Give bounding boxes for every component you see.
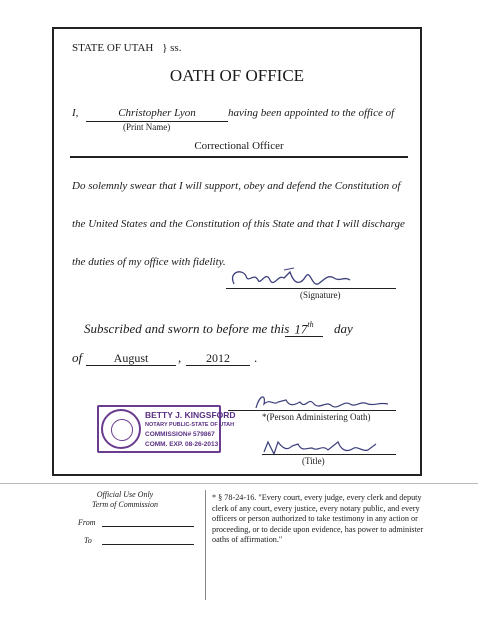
sworn-text: Subscribed and sworn to before me this — [84, 321, 290, 336]
oath-line-3: the duties of my office with fidelity. — [72, 256, 226, 268]
office-value: Correctional Officer — [194, 140, 284, 152]
administering-line — [228, 410, 396, 411]
official-use-label: Official Use Only — [96, 490, 154, 499]
to-field[interactable] — [102, 544, 194, 545]
footer-vertical-divider — [205, 490, 206, 600]
appointee-name: Christopher Lyon — [118, 107, 196, 119]
from-field[interactable] — [102, 526, 194, 527]
comma: , — [178, 350, 182, 365]
month-field — [86, 349, 176, 366]
stamp-name: BETTY J. KINGSFORD — [145, 410, 236, 420]
of-word: of — [72, 350, 83, 365]
administering-label: *(Person Administering Oath) — [262, 412, 371, 422]
stamp-line-2: NOTARY PUBLIC-STATE OF UTAH — [145, 422, 235, 428]
title-line — [262, 454, 396, 455]
print-name-label: (Print Name) — [123, 122, 171, 132]
state-label — [72, 42, 181, 54]
day-value: 17 — [294, 321, 308, 337]
day-word: day — [334, 321, 353, 336]
term-label: Term of Commission — [92, 500, 158, 509]
notary-seal-icon — [101, 409, 141, 449]
day-field — [285, 320, 323, 337]
appointed-text: having been appointed to the office of — [228, 107, 395, 119]
stamp-line-3: COMMISSION# 579867 — [145, 431, 215, 438]
office-field — [70, 138, 408, 158]
title-label: (Title) — [302, 456, 325, 466]
day-suffix: th — [307, 320, 314, 329]
period: . — [254, 350, 258, 365]
statute-note: * § 78-24-16. "Every court, every judge, every clerk and deputy clerk of any court, every justice, every notary public, and every officers or person authorized to take testimony in any action or proceeding, or to decide upon evidence, has power to administer oaths of affirmation." — [212, 493, 424, 544]
stamp-line-4: COMM. EXP. 08-26-2013 — [145, 441, 219, 448]
year-field — [186, 349, 250, 366]
notary-stamp — [97, 405, 236, 453]
state-text: STATE OF UTAH — [72, 42, 154, 54]
footer-divider — [0, 483, 478, 484]
year-value: 2012 — [206, 351, 230, 365]
name-field — [86, 107, 228, 122]
to-label: To — [84, 536, 92, 545]
signature-line — [226, 288, 396, 289]
signature-label: (Signature) — [300, 290, 341, 300]
oath-line-1: Do solemnly swear that I will support, obey and defend the Constitution of — [72, 180, 401, 192]
seal-emblem — [111, 419, 133, 441]
oath-line-2: the United States and the Constitution of this State and that I will discharge — [72, 218, 405, 230]
pronoun: I, — [72, 107, 79, 119]
page-title: OATH OF OFFICE — [169, 66, 305, 85]
ss-text: } ss. — [162, 42, 182, 54]
from-label: From — [78, 518, 96, 527]
month-value: August — [113, 351, 149, 365]
